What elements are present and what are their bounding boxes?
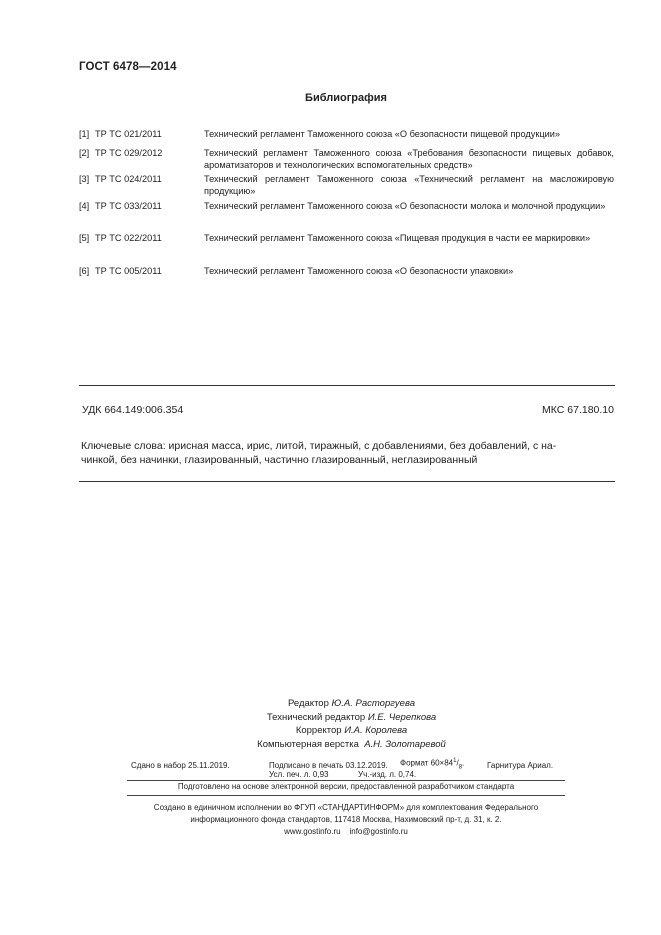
entry-text: Технический регламент Таможенного союза «Пищевая продукция в части ее маркировки» xyxy=(204,233,591,243)
entry-code: ТР ТС 005/2011 xyxy=(95,266,162,276)
print-font: Гарнитура Ариал. xyxy=(487,761,554,770)
website-link[interactable]: www.gostinfo.ru xyxy=(284,827,341,836)
print-sheets: Усл. печ. л. 0,93 xyxy=(269,770,329,779)
entry-code: ТР ТС 021/2011 xyxy=(95,129,162,139)
keywords xyxy=(81,439,611,467)
credit-editor: Редактор Ю.А. Расторгуева xyxy=(287,698,415,709)
entry-text: Технический регламент Таможенного союза «Требования безопасности пищевых добавок, ароматизаторов и технологических вспомогательных средств» xyxy=(204,148,614,171)
mks-code: МКС 67.180.10 xyxy=(542,404,614,416)
credit-tech-editor: Технический редактор И.Е. Черепкова xyxy=(266,711,437,723)
entry-number: [4] xyxy=(79,201,90,211)
divider xyxy=(127,780,565,781)
entry-text: Технический регламент Таможенного союза «О безопасности пищевой продукции» xyxy=(204,129,561,139)
entry-number: [1] xyxy=(79,129,90,139)
publisher-line: Создано в единичном исполнении во ФГУП «СТАНДАРТИНФОРМ» для комплектования Федерального xyxy=(153,803,539,812)
print-signed: Подписано в печать 03.12.2019. xyxy=(269,761,388,770)
divider xyxy=(79,481,615,482)
credit-layout: Компьютерная верстка А.Н. Золотаревой xyxy=(257,738,446,750)
credit-corrector: Корректор И.А. Королева xyxy=(295,725,408,736)
entry-code: ТР ТС 022/2011 xyxy=(95,233,162,243)
divider xyxy=(127,795,565,796)
keywords-line: Ключевые слова: ирисная масса, ирис, литой, тиражный, с добавлениями, без добавлений, с на- xyxy=(81,440,557,452)
publisher-info xyxy=(0,802,661,838)
publisher-line: информационного фонда стандартов, 117418 Москва, Нахимовский пр-т, д. 31, к. 2. xyxy=(190,815,502,824)
udk-code: УДК 664.149:006.354 xyxy=(82,404,184,416)
entry-code: ТР ТС 029/2012 xyxy=(95,148,163,158)
publisher-contacts xyxy=(0,826,661,838)
entry-number: [6] xyxy=(79,266,90,276)
entry-number: [3] xyxy=(79,174,90,184)
edition-sheets: Уч.-изд. л. 0,74. xyxy=(358,770,417,779)
entry-number: [2] xyxy=(79,148,90,158)
entry-text: Технический регламент Таможенного союза «О безопасности упаковки» xyxy=(204,266,514,276)
credits xyxy=(0,697,661,751)
entry-number: [5] xyxy=(79,233,90,243)
divider xyxy=(79,385,615,386)
print-format: Формат $60\times 84^1/_8$. xyxy=(400,758,465,771)
keywords-line: чинкой, без начинки, глазированный, частично глазированный, неглазированный xyxy=(81,454,478,466)
print-submitted: Сдано в набор 25.11.2019. xyxy=(131,761,230,770)
entry-text: Технический регламент Таможенного союза «Технический регламент на масложировую продукцию» xyxy=(204,174,614,197)
email-link[interactable]: info@gostinfo.ru xyxy=(349,827,408,836)
bibliography-title: Библиография xyxy=(305,92,387,104)
standard-code: ГОСТ 6478—2014 xyxy=(79,61,177,73)
prepared-note: Подготовлено на основе электронной версии, предоставленной разработчиком стандарта xyxy=(177,782,515,791)
entry-code: ТР ТС 024/2011 xyxy=(95,174,162,184)
entry-code: ТР ТС 033/2011 xyxy=(95,201,162,211)
entry-text: Технический регламент Таможенного союза «О безопасности молока и молочной продукции» xyxy=(204,201,606,211)
